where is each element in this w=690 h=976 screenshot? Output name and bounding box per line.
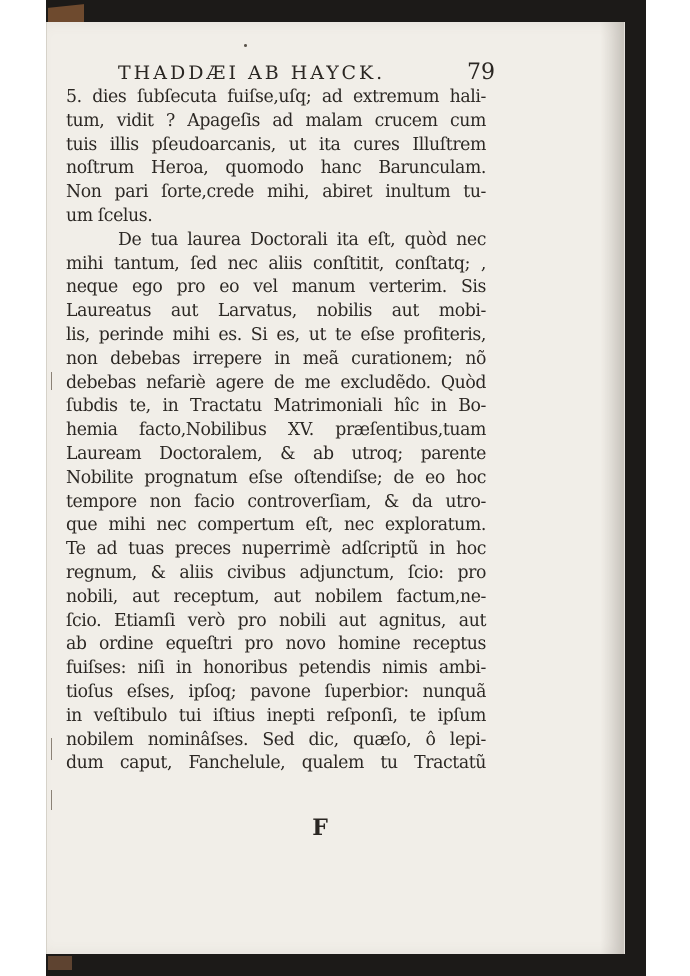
text-line: que mihi nec compertum eſt, nec exploratum.: [66, 515, 486, 536]
text-line: lis, perinde mihi es. Si es, ut te eſse profiteris,: [66, 324, 486, 345]
text-line: ab ordine equeſtri pro novo homine receptus: [66, 634, 486, 655]
text-line: debebas nefariè agere de me excludẽdo. Quòd: [66, 372, 486, 393]
text-line: um ſcelus.: [66, 205, 153, 226]
text-line: nobilem nominâſses. Sed dic, quæſo, ô lepi-: [66, 729, 486, 750]
text-line: Nobilite prognatum eſse oſtendiſse; de eo hoc: [66, 467, 486, 488]
binding-tab-bottom: [48, 956, 72, 970]
text-line: ſubdis te, in Tractatu Matrimoniali hîc in Bo-: [66, 396, 486, 417]
text-line: noſtrum Heroa, quomodo hanc Barunculam.: [66, 158, 486, 179]
margin-pencil-mark: [51, 738, 52, 760]
text-line: tum, vidit ? Apageſis ad malam crucem cum: [66, 110, 486, 131]
text-line: tempore non facio controverſiam, & da utro-: [66, 491, 486, 512]
text-line: De tua laurea Doctorali ita eſt, quòd nec: [118, 229, 486, 250]
page-gutter-shadow: [600, 22, 624, 954]
text-line: fuiſses: niſi in honoribus petendis nimis ambi-: [66, 658, 486, 679]
text-line: in veſtibulo tui iſtius inepti reſponſi, te ipſum: [66, 705, 486, 726]
text-line: tioſus eſses, ipſoq; pavone ſuperbior: nunquã: [66, 681, 486, 702]
margin-pencil-mark: [51, 790, 52, 810]
text-line: Laureatus aut Larvatus, nobilis aut mobi-: [66, 301, 486, 322]
text-line: ſcio. Etiamſi verò pro nobili aut agnitus, aut: [66, 610, 486, 631]
text-line: non debebas irrepere in meã curationem; nõ: [66, 348, 486, 369]
text-line: dum caput, Fanchelule, qualem tu Tractatũ: [66, 753, 486, 774]
signature-mark: F: [312, 815, 328, 841]
ink-speck: [244, 44, 247, 47]
text-line: 5. dies ſubſecuta fuiſse,uſq; ad extremum hali-: [66, 87, 486, 107]
text-line: regnum, & aliis civibus adjunctum, ſcio: pro: [66, 562, 486, 583]
text-line: Non pari ſorte,crede mihi, abiret inultum tu-: [66, 182, 486, 203]
text-line: neque ego pro eo vel manum verterim. Sis: [66, 277, 486, 298]
text-line: Te ad tuas preces nuperrimè adſcriptũ in hoc: [66, 539, 486, 560]
text-line: nobili, aut receptum, aut nobilem factum,ne-: [66, 586, 486, 607]
body-text: [66, 86, 486, 776]
page-number: 79: [467, 60, 495, 85]
running-head: THADDÆI AB HAYCK.: [118, 62, 386, 84]
scan-background-right: [622, 0, 646, 976]
text-line: mihi tantum, ſed nec aliis conſtitit, conſtatq; ,: [66, 253, 486, 274]
margin-pencil-mark: [51, 372, 52, 390]
text-line: tuis illis pſeudoarcanis, ut ita cures Illuſtrem: [66, 134, 486, 155]
text-line: Lauream Doctoralem, & ab utroq; parente: [66, 443, 486, 464]
text-line: hemia facto,Nobilibus XV. præſentibus,tuam: [66, 420, 486, 441]
